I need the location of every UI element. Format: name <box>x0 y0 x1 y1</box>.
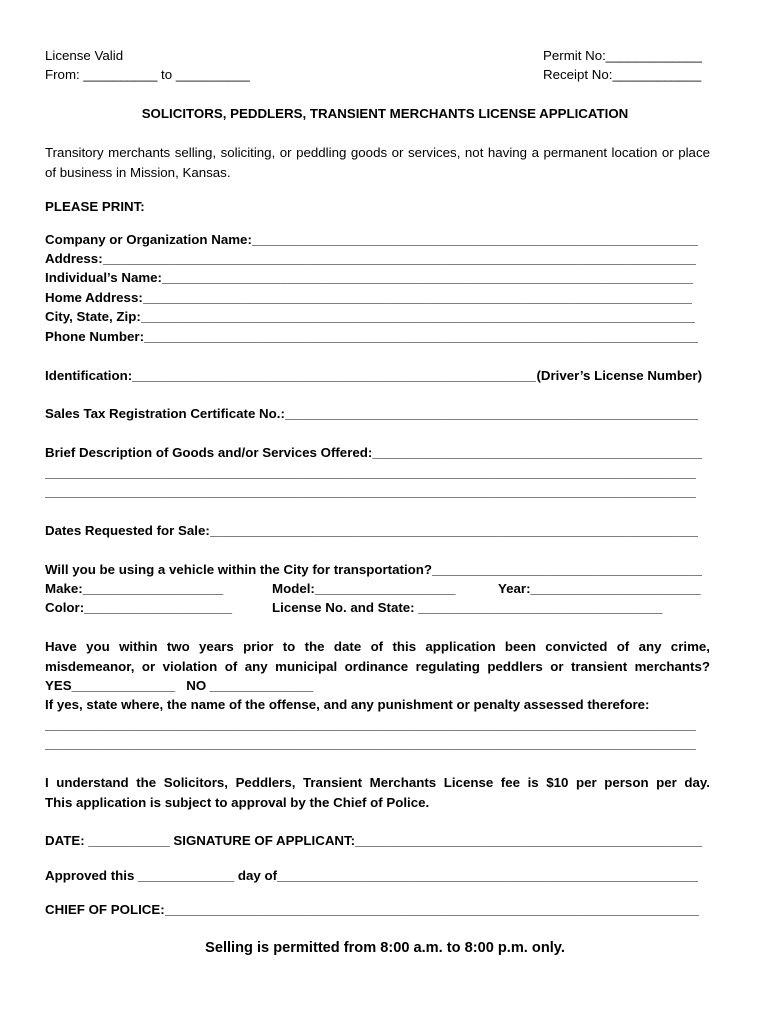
approved-label: Approved this _____________ day of <box>45 868 278 883</box>
identification-note: (Driver’s License Number) <box>536 368 702 383</box>
chief-of-police-field <box>45 900 699 919</box>
approved-field <box>45 866 698 885</box>
vehicle-question-label: Will you be using a vehicle within the City for transportation? <box>45 562 432 577</box>
individual-name-label: Individual’s Name: <box>45 270 162 285</box>
sales-tax-label: Sales Tax Registration Certificate No.: <box>45 406 285 421</box>
please-print-label: PLEASE PRINT: <box>45 199 145 214</box>
vehicle-make-field: Make:___________________ <box>45 581 224 596</box>
description-line <box>372 443 702 462</box>
city-state-zip-field <box>45 307 695 326</box>
chief-of-police-label: CHIEF OF POLICE: <box>45 902 165 917</box>
license-valid-dates: From: __________ to __________ <box>45 67 250 82</box>
address-label: Address: <box>45 251 103 266</box>
description-label: Brief Description of Goods and/or Services Offered: <box>45 445 373 460</box>
vehicle-year-field: Year:_______________________ <box>498 581 701 596</box>
blank-line <box>45 734 696 753</box>
form-title: SOLICITORS, PEDDLERS, TRANSIENT MERCHANTS LICENSE APPLICATION <box>141 106 629 121</box>
selling-hours-notice: Selling is permitted from 8:00 a.m. to 8:00 p.m. only. <box>205 940 565 956</box>
vehicle-question-field <box>45 560 702 579</box>
description-line-2 <box>45 463 696 482</box>
company-name-label: Company or Organization Name: <box>45 232 252 247</box>
address-line <box>103 249 696 268</box>
date-field: DATE: ___________ <box>45 833 174 848</box>
blank-line <box>45 715 696 734</box>
identification-label: Identification: <box>45 368 133 383</box>
approval-statement: This application is subject to approval by the Chief of Police. <box>45 795 430 810</box>
signature-line <box>355 831 702 850</box>
conviction-line-1 <box>45 715 696 734</box>
description-field <box>45 443 702 462</box>
dates-requested-label: Dates Requested for Sale: <box>45 523 210 538</box>
conviction-yes-no: YES______________ NO ______________ <box>45 678 314 693</box>
home-address-field <box>45 288 692 307</box>
approved-line <box>277 866 698 885</box>
individual-name-field <box>45 268 693 287</box>
sales-tax-line <box>285 404 698 423</box>
company-name-line <box>252 230 698 249</box>
home-address-line <box>143 288 692 307</box>
description-line-3 <box>45 482 696 501</box>
identification-field <box>45 366 702 385</box>
license-valid-label: License Valid <box>45 48 124 63</box>
intro-paragraph: Transitory merchants selling, soliciting, or peddling goods or services, not having a permanent location or place of business in Mission, Kansas. <box>45 145 710 180</box>
phone-number-line <box>144 327 698 346</box>
signature-label: SIGNATURE OF APPLICANT: <box>173 833 356 848</box>
vehicle-color-field: Color:____________________ <box>45 600 233 615</box>
receipt-no-field: Receipt No:____________ <box>543 67 702 82</box>
city-state-zip-line <box>141 307 695 326</box>
blank-line <box>45 482 696 501</box>
vehicle-model-field: Model:___________________ <box>272 581 456 596</box>
license-no-state-field: License No. and State: _________________________________ <box>272 600 663 615</box>
signature-field <box>45 831 702 850</box>
city-state-zip-label: City, State, Zip: <box>45 309 141 324</box>
conviction-if-yes: If yes, state where, the name of the offense, and any punishment or penalty assessed therefore: <box>45 697 650 712</box>
identification-line <box>132 366 536 385</box>
permit-no-field: Permit No:_____________ <box>543 48 702 63</box>
conviction-question: Have you within two years prior to the date of this application been convicted of any crime, misdemeanor, or violation of any municipal ordinance regulating peddlers or transient merchants? <box>45 639 710 674</box>
fee-statement: I understand the Solicitors, Peddlers, Transient Merchants License fee is $10 per person per day. <box>45 775 710 790</box>
phone-number-field <box>45 327 698 346</box>
conviction-line-2 <box>45 734 696 753</box>
blank-line <box>45 463 696 482</box>
company-name-field <box>45 230 698 249</box>
dates-requested-line <box>210 521 698 540</box>
address-field <box>45 249 696 268</box>
sales-tax-field <box>45 404 698 423</box>
dates-requested-field <box>45 521 698 540</box>
phone-number-label: Phone Number: <box>45 329 144 344</box>
chief-of-police-line <box>165 900 699 919</box>
home-address-label: Home Address: <box>45 290 143 305</box>
vehicle-question-line <box>432 560 702 579</box>
individual-name-line <box>162 268 693 287</box>
